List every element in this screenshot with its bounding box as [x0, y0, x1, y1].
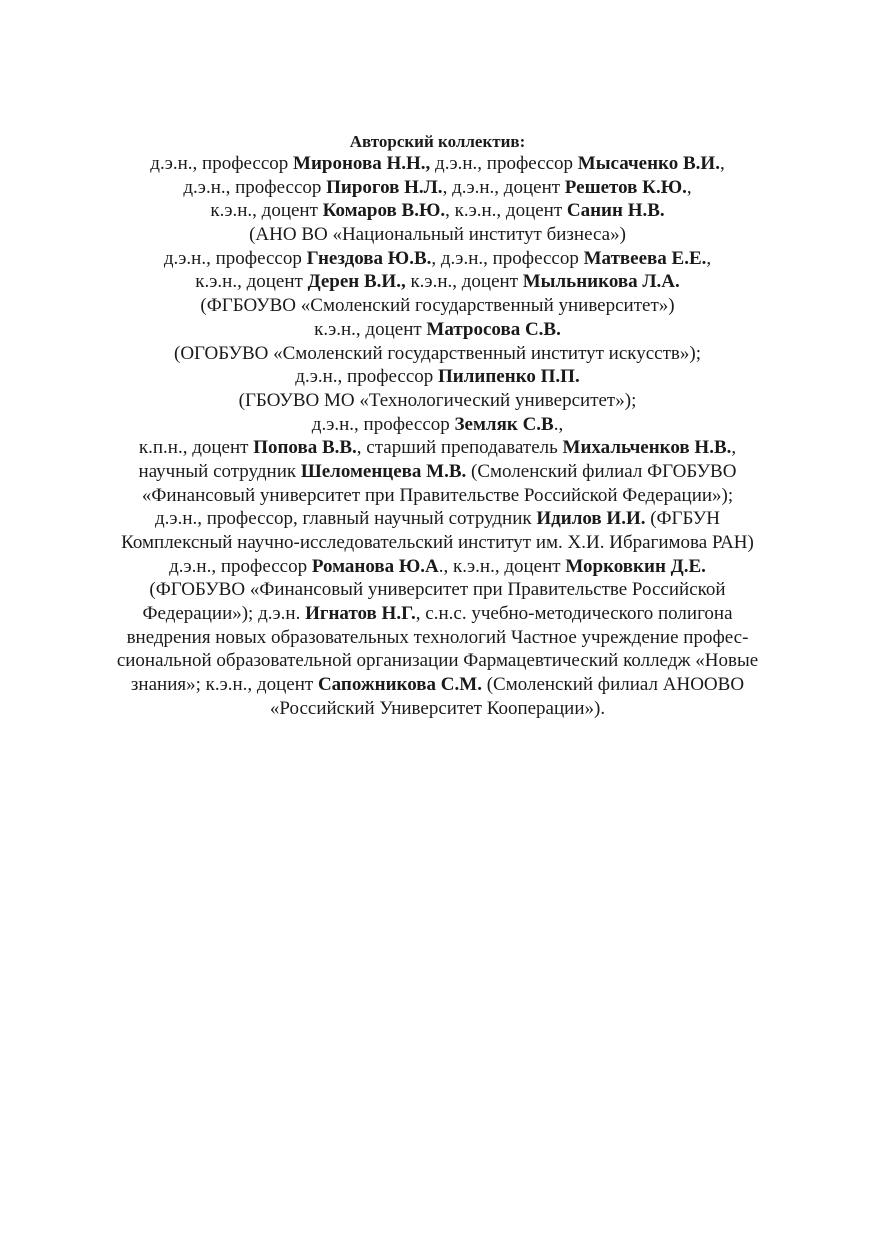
author-text: д.э.н., профессор: [163, 247, 307, 269]
authors-line: [0, 555, 875, 579]
author-name: Пирогов Н.Л.: [326, 176, 443, 198]
author-text: д.э.н., профессор: [150, 153, 294, 174]
author-text: к.э.н., доцент: [195, 271, 308, 293]
author-text: Комплексный научно-исследовательский институт им. Х.И. Ибрагимова РАН): [121, 532, 754, 553]
authors-line: [0, 460, 875, 484]
author-name: Матвеева Е.Е.: [583, 247, 707, 269]
authors-line: [0, 247, 875, 271]
author-text: к.э.н., доцент: [210, 200, 323, 222]
author-name: Мысаченко В.И.: [577, 153, 720, 174]
author-text: , д.э.н., профессор: [431, 247, 584, 269]
author-text: , с.н.с. учебно-методического полигона: [415, 603, 733, 625]
authors-line: [0, 484, 875, 508]
author-name: Шеломенцева М.В.: [300, 460, 467, 482]
authors-line: [0, 152, 875, 176]
authors-line: [0, 578, 875, 602]
author-text: Федерации»); д.э.н.: [142, 603, 306, 625]
authors-list: [0, 152, 875, 721]
author-text: внедрения новых образовательных технологий Частное учреждение профес-: [126, 626, 749, 648]
author-text: , старший преподаватель: [356, 437, 563, 459]
authors-line: [0, 176, 875, 200]
authors-line: [0, 294, 875, 318]
author-name: Игнатов Н.Г.: [305, 603, 416, 625]
author-text: (ФГБОУВО «Смоленский государственный университет»): [200, 295, 675, 317]
authors-line: [0, 413, 875, 437]
author-name: Попова В.В.: [253, 437, 357, 459]
author-text: к.п.н., доцент: [138, 437, 254, 459]
author-text: ,: [731, 437, 737, 459]
authors-line: [0, 649, 875, 673]
authors-line: [0, 389, 875, 413]
author-text: знания»; к.э.н., доцент: [130, 674, 318, 696]
authors-line: [0, 531, 875, 555]
author-name: Гнездова Ю.В.: [306, 247, 432, 269]
author-text: ,: [719, 153, 725, 174]
authors-line: [0, 199, 875, 223]
author-name: Идилов И.И.: [536, 508, 646, 530]
author-text: сиональной образовательной организации Фармацевтический колледж «Новые: [116, 650, 759, 672]
author-name: Мыльникова Л.А.: [522, 271, 680, 293]
author-text: «Финансовый университет при Правительстве Российской Федерации»);: [141, 484, 734, 506]
author-text: (АНО ВО «Национальный институт бизнеса»): [249, 224, 626, 246]
author-text: (ГБОУВО МО «Технологический университет»);: [238, 389, 637, 411]
authors-line: [0, 365, 875, 389]
author-name: Земляк С.В: [454, 413, 554, 435]
author-name: Сапожникова С.М.: [317, 674, 482, 696]
author-name: Морковкин Д.Е.: [565, 555, 706, 577]
author-text: , к.э.н., доцент: [445, 200, 567, 222]
author-name: Миронова Н.Н.,: [293, 153, 431, 174]
authors-line: [0, 436, 875, 460]
author-text: д.э.н., профессор: [311, 413, 455, 435]
author-text: д.э.н., профессор: [430, 153, 578, 174]
author-text: (ОГОБУВО «Смоленский государственный институт искусств»);: [174, 342, 701, 364]
author-text: д.э.н., профессор, главный научный сотрудник: [155, 508, 537, 530]
authors-line: [0, 223, 875, 247]
author-text: д.э.н., профессор: [183, 176, 327, 198]
author-name: Санин Н.В.: [566, 200, 665, 222]
author-text: научный сотрудник: [138, 460, 301, 482]
author-text: к.э.н., доцент: [314, 318, 427, 340]
author-text: к.э.н., доцент: [405, 271, 523, 293]
author-text: д.э.н., профессор: [169, 555, 312, 577]
author-name: Пилипенко П.П.: [438, 366, 580, 388]
authors-line: [0, 697, 875, 721]
author-text: , д.э.н., доцент: [442, 176, 565, 198]
author-name: Романова Ю.А: [311, 555, 439, 577]
author-text: (Смоленский филиал ФГОБУВО: [466, 460, 737, 482]
author-text: ,: [706, 247, 712, 269]
author-name: Матросова С.В.: [426, 318, 561, 340]
author-text: «Российский Университет Кооперации»).: [269, 697, 606, 719]
authors-line: [0, 318, 875, 342]
authors-line: [0, 626, 875, 650]
author-text: д.э.н., профессор: [295, 366, 439, 388]
author-name: Дерен В.И.,: [307, 271, 406, 293]
author-text: ., к.э.н., доцент: [438, 555, 566, 577]
authors-heading: Авторский коллектив:: [349, 132, 526, 151]
authors-line: [0, 673, 875, 697]
author-text: (ФГОБУВО «Финансовый университет при Правительстве Российской: [149, 579, 726, 601]
authors-line: [0, 270, 875, 294]
author-text: (ФГБУН: [645, 508, 720, 530]
authors-line: [0, 602, 875, 626]
author-name: Комаров В.Ю.: [322, 200, 446, 222]
authors-line: [0, 342, 875, 366]
authors-line: [0, 507, 875, 531]
author-name: Решетов К.Ю.: [564, 176, 687, 198]
author-text: ,: [686, 176, 692, 198]
author-text: (Смоленский филиал АНООВО: [481, 674, 745, 696]
author-text: .,: [553, 413, 564, 435]
author-name: Михальченков Н.В.: [562, 437, 732, 459]
